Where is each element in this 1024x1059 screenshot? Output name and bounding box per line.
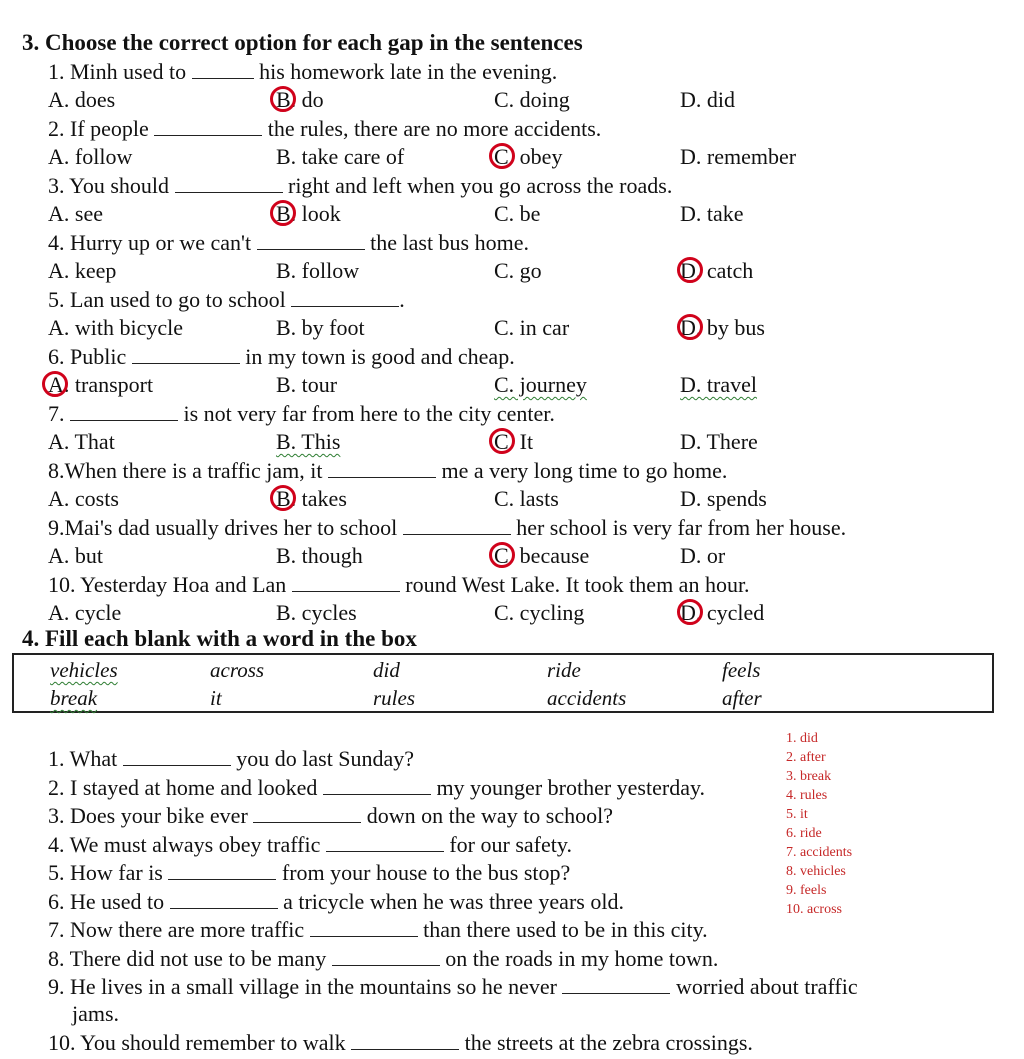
answer-key-item: 1. did (786, 731, 818, 746)
s3-q3-option-c[interactable]: C. be (494, 201, 541, 226)
s3-q8-option-a[interactable]: A. costs (48, 486, 119, 511)
s3-question-3: 3. You should right and left when you go across the roads. (48, 173, 673, 198)
s3-q9-option-a[interactable]: A. but (48, 543, 103, 568)
section4-title: 4. Fill each blank with a word in the box (22, 626, 417, 651)
blank-input[interactable] (562, 977, 670, 994)
blank-input[interactable] (168, 863, 276, 880)
word-box-item: break (50, 686, 98, 710)
s3-q6-option-b[interactable]: B. tour (276, 372, 338, 397)
s3-q7-option-c[interactable]: C. It (494, 429, 534, 454)
s3-q3-option-d[interactable]: D. take (680, 201, 744, 226)
s3-q1-option-b[interactable]: B. do (276, 87, 324, 112)
s3-q1-option-d[interactable]: D. did (680, 87, 735, 112)
s3-question-8: 8.When there is a traffic jam, it me a very long time to go home. (48, 458, 728, 483)
s4-question-9-cont: jams. (72, 1001, 120, 1026)
answer-circle-q6 (42, 371, 68, 397)
answer-circle-q9 (489, 542, 515, 568)
s3-question-1: 1. Minh used to his homework late in the evening. (48, 59, 558, 84)
s3-q8-option-d[interactable]: D. spends (680, 486, 767, 511)
answer-key-item: 10. across (786, 902, 842, 917)
answer-circle-q1 (270, 86, 296, 112)
answer-circle-q2 (489, 143, 515, 169)
blank-input[interactable] (351, 1033, 459, 1050)
s3-q4-option-b[interactable]: B. follow (276, 258, 360, 283)
s3-q4-option-d[interactable]: D. catch (680, 258, 754, 283)
s3-q9-option-c[interactable]: C. because (494, 543, 590, 568)
blank-input[interactable] (332, 949, 440, 966)
word-box-item: after (722, 686, 762, 710)
s3-question-4: 4. Hurry up or we can't the last bus home. (48, 230, 529, 255)
s3-question-2: 2. If people the rules, there are no more accidents. (48, 116, 602, 141)
s3-q4-option-a[interactable]: A. keep (48, 258, 117, 283)
blank-input[interactable] (323, 778, 431, 795)
answer-circle-q3 (270, 200, 296, 226)
s3-q4-option-c[interactable]: C. go (494, 258, 542, 283)
s4-question-10: 10. You should remember to walk the streets at the zebra crossings. (48, 1030, 753, 1055)
s3-q5-option-a[interactable]: A. with bicycle (48, 315, 184, 340)
s3-q3-option-a[interactable]: A. see (48, 201, 103, 226)
s3-q8-option-c[interactable]: C. lasts (494, 486, 559, 511)
answer-key-item: 3. break (786, 769, 832, 784)
word-box-item: did (373, 658, 400, 682)
s3-q2-option-d[interactable]: D. remember (680, 144, 797, 169)
s4-question-4: 4. We must always obey traffic for our safety. (48, 832, 572, 857)
s4-question-9: 9. He lives in a small village in the mountains so he never worried about traffic (48, 974, 858, 999)
word-box-item: rules (373, 686, 415, 710)
section3-title: 3. Choose the correct option for each gap in the sentences (22, 30, 583, 55)
s4-question-7: 7. Now there are more traffic than there used to be in this city. (48, 917, 708, 942)
s4-question-8: 8. There did not use to be many on the roads in my home town. (48, 946, 719, 971)
s3-q1-option-c[interactable]: C. doing (494, 87, 570, 112)
blank-input[interactable] (253, 806, 361, 823)
word-box-item: accidents (547, 686, 627, 710)
s3-q10-option-b[interactable]: B. cycles (276, 600, 357, 625)
s3-q6-option-a[interactable]: A. transport (48, 372, 154, 397)
answer-circle-q8 (270, 485, 296, 511)
s3-q10-option-d[interactable]: D. cycled (680, 600, 765, 625)
answer-key-item: 8. vehicles (786, 864, 846, 879)
s3-question-7: 7. is not very far from here to the city center. (48, 401, 555, 426)
s3-q9-option-d[interactable]: D. or (680, 543, 726, 568)
s3-q6-option-c[interactable]: C. journey (494, 372, 587, 397)
word-box-item: feels (722, 658, 761, 682)
s3-q1-option-a[interactable]: A. does (48, 87, 116, 112)
answer-key-item: 6. ride (786, 826, 822, 841)
blank-input[interactable] (326, 835, 444, 852)
s4-question-6: 6. He used to a tricycle when he was three years old. (48, 889, 624, 914)
s3-q7-option-a[interactable]: A. That (48, 429, 115, 454)
s3-q5-option-c[interactable]: C. in car (494, 315, 570, 340)
s3-q7-option-d[interactable]: D. There (680, 429, 758, 454)
s3-q8-option-b[interactable]: B. takes (276, 486, 347, 511)
s4-question-5: 5. How far is from your house to the bus stop? (48, 860, 571, 885)
s3-q3-option-b[interactable]: B. look (276, 201, 341, 226)
s3-question-6: 6. Public in my town is good and cheap. (48, 344, 515, 369)
s4-question-2: 2. I stayed at home and looked my younger brother yesterday. (48, 775, 706, 800)
s3-q5-option-b[interactable]: B. by foot (276, 315, 365, 340)
word-box-item: vehicles (50, 658, 118, 682)
answer-circle-q10 (677, 599, 703, 625)
answer-circle-q7 (489, 428, 515, 454)
answer-key-item: 4. rules (786, 788, 828, 803)
word-box (12, 653, 994, 713)
s3-question-5: 5. Lan used to go to school . (48, 287, 405, 312)
answer-key-item: 5. it (786, 807, 808, 822)
s3-q7-option-b[interactable]: B. This (276, 429, 341, 454)
s3-q6-option-d[interactable]: D. travel (680, 372, 757, 397)
answer-key-item: 9. feels (786, 883, 827, 898)
s3-q2-option-a[interactable]: A. follow (48, 144, 133, 169)
s3-q2-option-c[interactable]: C. obey (494, 144, 563, 169)
answer-key-item: 2. after (786, 750, 826, 765)
s3-question-9: 9.Mai's dad usually drives her to school her school is very far from her house. (48, 515, 847, 540)
word-box-item: it (210, 686, 222, 710)
word-box-item: ride (547, 658, 581, 682)
s4-question-1: 1. What you do last Sunday? (48, 746, 415, 771)
s3-question-10: 10. Yesterday Hoa and Lan round West Lake. It took them an hour. (48, 572, 750, 597)
s3-q10-option-c[interactable]: C. cycling (494, 600, 585, 625)
s3-q9-option-b[interactable]: B. though (276, 543, 363, 568)
answer-circle-q4 (677, 257, 703, 283)
s3-q2-option-b[interactable]: B. take care of (276, 144, 405, 169)
blank-input[interactable] (310, 920, 418, 937)
blank-input[interactable] (123, 749, 231, 766)
blank-input[interactable] (170, 892, 278, 909)
s3-q10-option-a[interactable]: A. cycle (48, 600, 122, 625)
s3-q5-option-d[interactable]: D. by bus (680, 315, 765, 340)
s4-question-3: 3. Does your bike ever down on the way to school? (48, 803, 614, 828)
answer-key-item: 7. accidents (786, 845, 853, 860)
answer-circle-q5 (677, 314, 703, 340)
word-box-item: across (210, 658, 265, 682)
